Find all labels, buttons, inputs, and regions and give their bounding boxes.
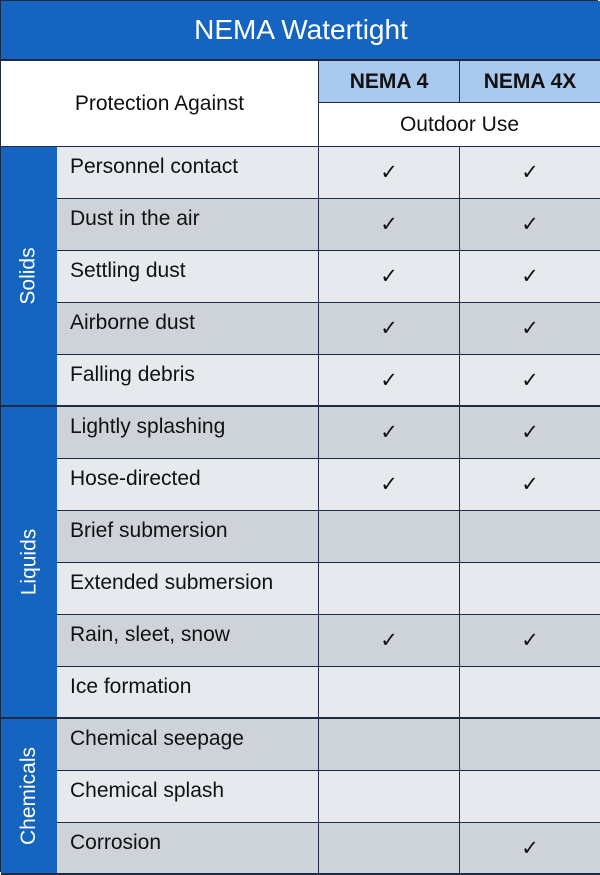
check-mark-icon: ✓ [380, 473, 398, 496]
row-label: Chemical seepage [57, 719, 319, 771]
nema4-cell [319, 563, 460, 615]
row-label: Corrosion [57, 823, 319, 875]
nema4x-cell [460, 355, 600, 407]
row-label: Rain, sleet, snow [57, 615, 319, 667]
nema4x-cell [460, 147, 600, 199]
nema4x-cell [460, 615, 600, 667]
check-mark-icon: ✓ [380, 629, 398, 652]
table-title: NEMA Watertight [1, 1, 600, 61]
nema4x-cell [460, 251, 600, 303]
nema4-cell [319, 251, 460, 303]
row-label: Lightly splashing [57, 407, 319, 459]
row-label: Extended submersion [57, 563, 319, 615]
nema4-cell [319, 511, 460, 563]
nema4-cell [319, 823, 460, 875]
row-label: Dust in the air [57, 199, 319, 251]
nema4-cell [319, 615, 460, 667]
nema4-cell [319, 719, 460, 771]
row-label: Personnel contact [57, 147, 319, 199]
row-label: Airborne dust [57, 303, 319, 355]
row-label: Falling debris [57, 355, 319, 407]
nema4x-cell [460, 511, 600, 563]
nema4-column-header: NEMA 4 [319, 61, 460, 103]
nema4-cell [319, 771, 460, 823]
check-mark-icon: ✓ [380, 368, 398, 392]
group-label-text: Liquids [17, 528, 40, 596]
check-mark-icon: ✓ [521, 368, 539, 392]
nema4-cell [319, 199, 460, 251]
check-mark-icon: ✓ [521, 836, 539, 860]
check-mark-icon: ✓ [380, 161, 398, 184]
row-label: Hose-directed [57, 459, 319, 511]
nema4x-cell [460, 563, 600, 615]
check-mark-icon: ✓ [521, 161, 539, 184]
outdoor-use-header: Outdoor Use [319, 103, 600, 147]
check-mark-icon: ✓ [521, 265, 539, 288]
nema4-cell [319, 459, 460, 511]
check-mark-icon: ✓ [521, 629, 539, 652]
group-label-chemicals [1, 719, 57, 875]
row-label: Chemical splash [57, 771, 319, 823]
check-mark-icon: ✓ [521, 473, 539, 496]
nema4x-cell [460, 667, 600, 719]
check-mark-icon: ✓ [380, 213, 398, 236]
check-mark-icon: ✓ [521, 421, 539, 444]
group-label-text: Solids [17, 247, 41, 305]
nema4-cell [319, 407, 460, 459]
group-label-liquids [1, 407, 57, 719]
protection-against-header: Protection Against [1, 61, 319, 147]
group-label-solids [1, 147, 57, 407]
nema4-cell [319, 355, 460, 407]
check-mark-icon: ✓ [521, 213, 539, 236]
nema4x-cell [460, 719, 600, 771]
nema4x-cell [460, 407, 600, 459]
nema4x-cell [460, 303, 600, 355]
nema4-cell [319, 303, 460, 355]
nema4x-cell [460, 199, 600, 251]
nema4x-cell [460, 771, 600, 823]
nema4-cell [319, 147, 460, 199]
check-mark-icon: ✓ [380, 421, 398, 444]
row-label: Brief submersion [57, 511, 319, 563]
group-label-text: Chemicals [17, 746, 40, 846]
nema4-cell [319, 667, 460, 719]
check-mark-icon: ✓ [380, 265, 398, 288]
row-label: Settling dust [57, 251, 319, 303]
check-mark-icon: ✓ [380, 317, 398, 340]
check-mark-icon: ✓ [521, 317, 539, 340]
row-label: Ice formation [57, 667, 319, 719]
nema4x-cell [460, 823, 600, 875]
nema4x-cell [460, 459, 600, 511]
nema4x-column-header: NEMA 4X [460, 61, 600, 103]
